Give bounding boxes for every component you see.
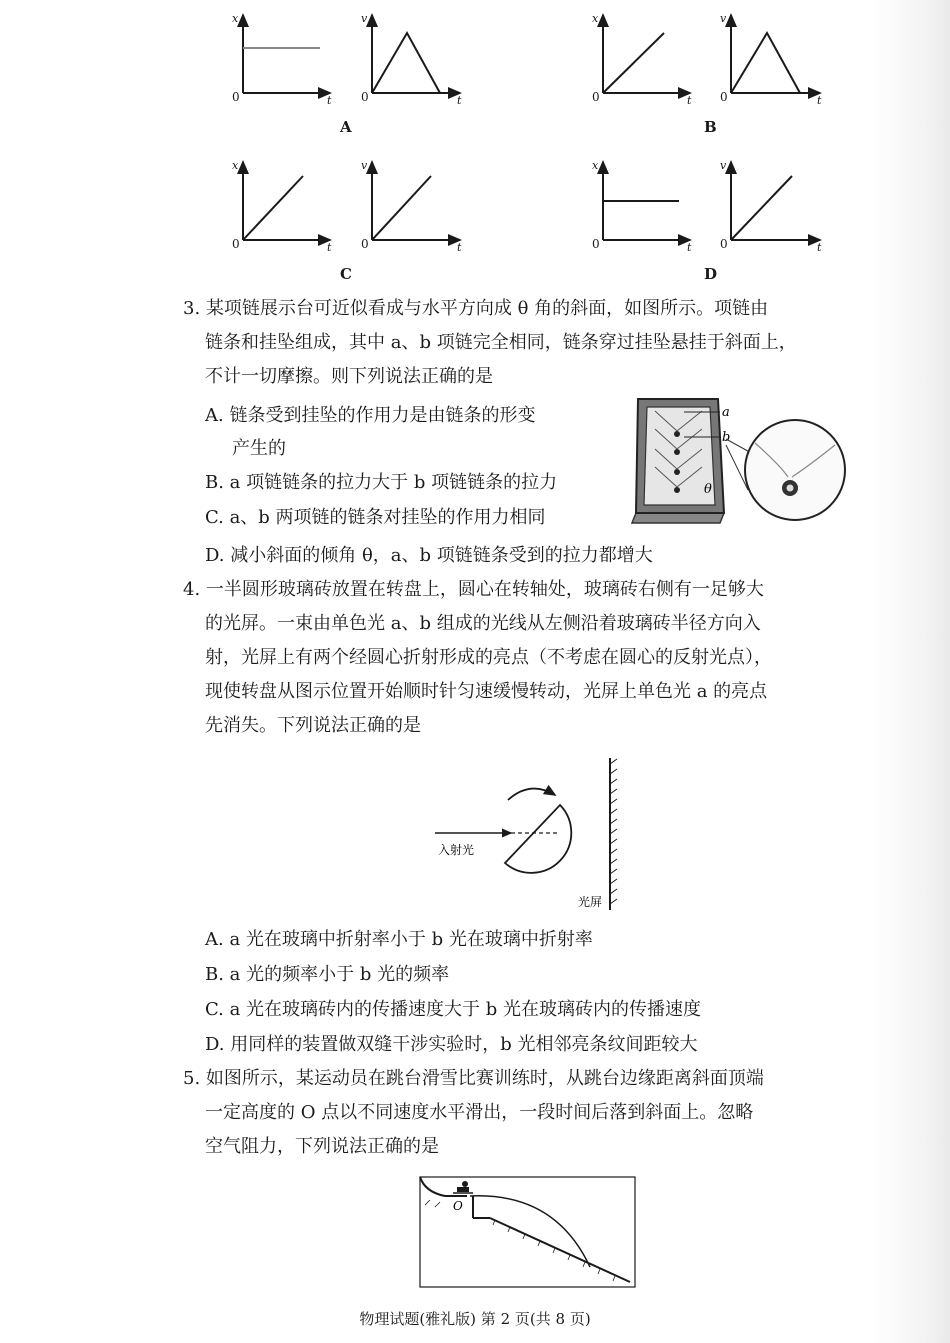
axis-label: t	[817, 241, 822, 254]
q3-line-1: 3. 某项链展示台可近似看成与水平方向成 θ 角的斜面，如图所示。项链由	[183, 298, 769, 319]
option-label-a: A	[340, 118, 352, 136]
label-b: b	[722, 430, 731, 445]
option-label-c: C	[340, 265, 352, 283]
label-a: a	[722, 405, 730, 420]
axis-label: t	[817, 94, 822, 107]
q4-figure	[430, 750, 650, 920]
q4-option-c: C. a 光在玻璃砖内的传播速度大于 b 光在玻璃砖内的传播速度	[205, 999, 701, 1020]
q5-line-2: 一定高度的 O 点以不同速度水平滑出，一段时间后落到斜面上。忽略	[205, 1102, 754, 1123]
q4-option-d: D. 用同样的装置做双缝干涉实验时，b 光相邻亮条纹间距较大	[205, 1034, 698, 1055]
graph-c-vt	[372, 162, 460, 240]
origin-label: 0	[720, 90, 728, 104]
q4-line-1: 4. 一半圆形玻璃砖放置在转盘上，圆心在转轴处，玻璃砖右侧有一足够大	[183, 579, 764, 600]
q3-figure	[620, 395, 860, 535]
q3-option-a-cont: 产生的	[232, 438, 286, 459]
q5-line-1: 5. 如图所示，某运动员在跳台滑雪比赛训练时，从跳台边缘距离斜面顶端	[183, 1068, 764, 1089]
axis-label: x	[232, 159, 239, 172]
q4-option-b: B. a 光的频率小于 b 光的频率	[205, 964, 450, 985]
graph-d-xt	[603, 162, 690, 240]
origin-label: 0	[720, 237, 728, 251]
label-screen: 光屏	[578, 895, 603, 909]
option-label-d: D	[704, 265, 718, 283]
q3-line-3: 不计一切摩擦。则下列说法正确的是	[205, 366, 493, 387]
q4-line-2: 的光屏。一束由单色光 a、b 组成的光线从左侧沿着玻璃砖半径方向入	[205, 613, 761, 634]
graph-a-xt	[243, 15, 330, 93]
q2-graphs	[0, 0, 950, 290]
axis-label: x	[232, 12, 239, 25]
q5-line-3: 空气阻力，下列说法正确的是	[205, 1136, 439, 1157]
q3-option-b: B. a 项链链条的拉力大于 b 项链链条的拉力	[205, 472, 558, 493]
origin-label: 0	[232, 237, 240, 251]
q5-figure	[415, 1172, 645, 1292]
q4-stem	[183, 573, 772, 743]
graph-b-vt	[731, 15, 820, 93]
axis-label: v	[720, 12, 727, 25]
label-incident: 入射光	[438, 843, 475, 857]
axis-label: t	[457, 94, 462, 107]
label-theta: θ	[704, 482, 712, 497]
origin-label: 0	[232, 90, 240, 104]
q4-line-4: 现使转盘从图示位置开始顺时针匀速缓慢转动，光屏上单色光 a 的亮点	[205, 681, 768, 702]
q3-option-d: D. 减小斜面的倾角 θ，a、b 项链链条受到的拉力都增大	[205, 545, 653, 566]
label-o: O	[453, 1199, 463, 1213]
origin-label: 0	[592, 237, 600, 251]
axis-label: v	[720, 159, 727, 172]
q3-option-a: A. 链条受到挂坠的作用力是由链条的形变	[205, 405, 536, 426]
q5-stem	[183, 1062, 764, 1164]
q4-line-3: 射，光屏上有两个经圆心折射形成的亮点（不考虑在圆心的反射光点），	[205, 647, 772, 668]
q3-line-2: 链条和挂坠组成，其中 a、b 项链完全相同，链条穿过挂坠悬挂于斜面上，	[205, 332, 797, 353]
graph-b-xt	[603, 15, 690, 93]
axis-label: t	[327, 241, 332, 254]
axis-label: t	[327, 94, 332, 107]
graph-c-xt	[243, 162, 330, 240]
q3-option-c: C. a、b 两项链的链条对挂坠的作用力相同	[205, 507, 546, 528]
axis-label: x	[592, 12, 599, 25]
q3-stem	[183, 292, 797, 394]
axis-label: v	[361, 159, 368, 172]
page-footer: 物理试题(雅礼版) 第 2 页(共 8 页)	[359, 1310, 591, 1328]
q4-option-a: A. a 光在玻璃中折射率小于 b 光在玻璃中折射率	[205, 929, 593, 950]
origin-label: 0	[592, 90, 600, 104]
axis-label: x	[592, 159, 599, 172]
origin-label: 0	[361, 90, 369, 104]
graph-d-vt	[731, 162, 820, 240]
axis-label: v	[361, 12, 368, 25]
axis-label: t	[457, 241, 462, 254]
graph-a-vt	[372, 15, 460, 93]
q4-line-5: 先消失。下列说法正确的是	[205, 715, 421, 736]
option-label-b: B	[704, 118, 717, 136]
axis-label: t	[687, 94, 692, 107]
origin-label: 0	[361, 237, 369, 251]
q2-graphs-svg	[0, 0, 950, 290]
axis-label: t	[687, 241, 692, 254]
